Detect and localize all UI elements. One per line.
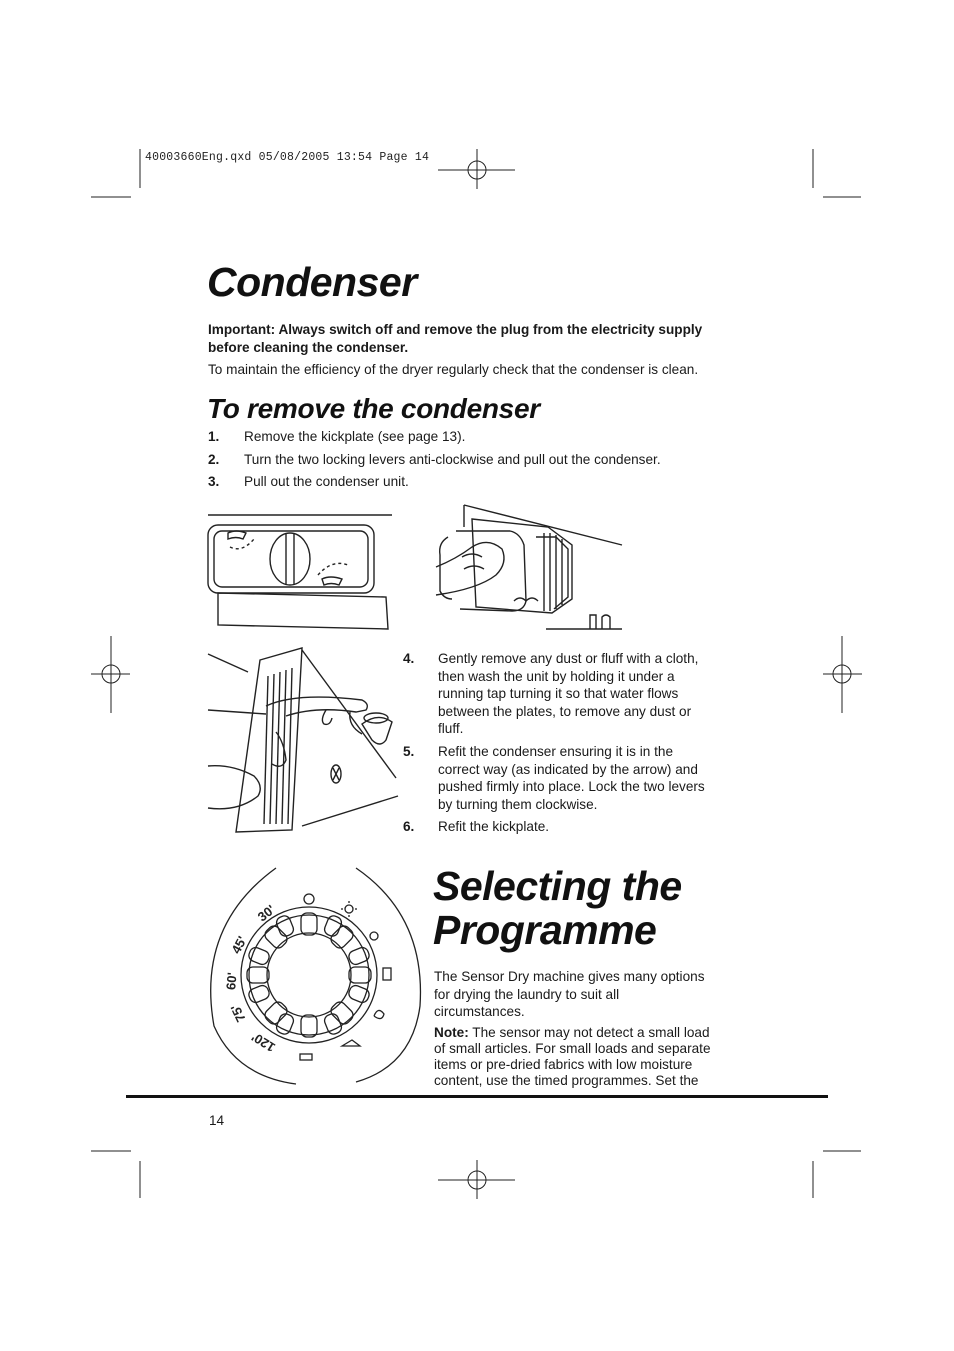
page-number: 14 <box>209 1113 225 1128</box>
registration-mark-right <box>823 636 862 713</box>
intro-text: To maintain the efficiency of the dryer regularly check that the condenser is clean. <box>208 362 699 377</box>
dial-label-45: 45' <box>228 933 250 957</box>
wash-condenser-illustration <box>206 646 401 836</box>
programme-dial-illustration <box>206 866 426 1086</box>
registration-mark-left <box>91 636 130 713</box>
kickplate-levers-illustration <box>206 507 396 632</box>
print-slug: 40003660Eng.qxd 05/08/2005 13:54 Page 14 <box>145 151 430 164</box>
programme-note: Note: The sensor may not detect a small load of small articles. For small loads and separate items or pre-dried fabrics with low moisture content, use the timed programmes. Set the <box>434 1025 711 1088</box>
footer-rule <box>126 1095 828 1098</box>
programme-intro: The Sensor Dry machine gives many options for drying the laundry to suit all circumstances. <box>434 969 705 1020</box>
pull-out-condenser-illustration <box>436 497 626 632</box>
dial-label-120: 120' <box>248 1029 278 1056</box>
dial-segments <box>247 913 371 1037</box>
registration-mark-top <box>438 149 515 189</box>
section-heading-programme: Selecting the Programme <box>433 863 682 953</box>
section-heading-remove: To remove the condenser <box>207 393 540 424</box>
registration-mark-bottom <box>438 1160 515 1199</box>
dial-label-60: 60' <box>223 971 240 991</box>
page-title: Condenser <box>207 259 417 305</box>
dial-label-75: 75' <box>227 1002 249 1025</box>
note-label: Note: <box>434 1025 469 1040</box>
important-warning: Important: Always switch off and remove the plug from the electricity supply before cleaning the condenser. <box>208 322 703 355</box>
dial-label-30: 30' <box>254 901 278 925</box>
